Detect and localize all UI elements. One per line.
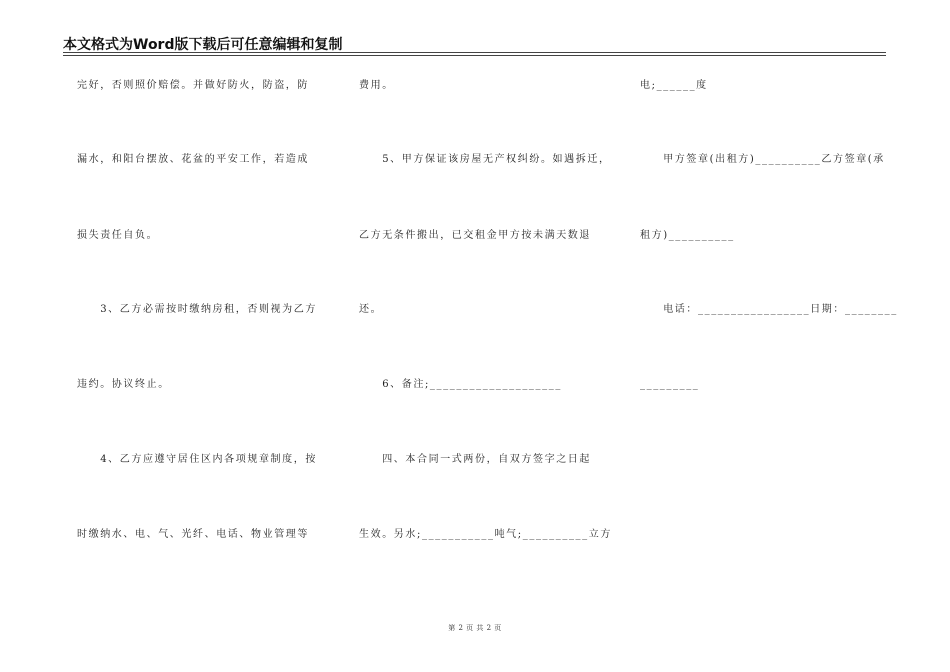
col3-line-4: 电话：_________________日期：________: [640, 304, 898, 315]
col2-line-6: 四、本合同一式两份，自双方签字之日起: [359, 454, 591, 465]
col2-line-7: 生效。另水;___________吨气;__________立方: [359, 529, 612, 540]
col1-line-4: 3、乙方必需按时缴纳房租，否则视为乙方: [77, 304, 317, 315]
col1-line-7: 时缴纳水、电、气、光纤、电话、物业管理等: [77, 529, 309, 540]
page-number-footer: 第 2 页 共 2 页: [448, 624, 502, 632]
col3-line-1: 电;______度: [640, 80, 708, 91]
header-rule-bottom: [63, 55, 886, 56]
col2-line-4: 还。: [359, 304, 383, 315]
col3-line-5: _________: [640, 379, 700, 390]
col2-line-3: 乙方无条件搬出，已交租金甲方按未满天数退: [359, 230, 591, 241]
col1-line-6: 4、乙方应遵守居住区内各项规章制度，按: [77, 454, 317, 465]
col2-line-1: 费用。: [359, 80, 394, 91]
col3-line-2: 甲方签章(出租方)__________乙方签章(承: [640, 154, 885, 165]
col1-line-3: 损失责任自负。: [77, 230, 159, 241]
col1-line-1: 完好，否则照价赔偿。并做好防火，防盗，防: [77, 80, 309, 91]
col3-line-3: 租方)__________: [640, 230, 735, 241]
col2-line-2: 5、甲方保证该房屋无产权纠纷。如遇拆迁，: [359, 154, 611, 165]
col1-line-2: 漏水，和阳台摆放、花盆的平安工作，若造成: [77, 154, 309, 165]
col1-line-5: 违约。协议终止。: [77, 379, 170, 390]
document-header-title: 本文格式为Word版下载后可任意编辑和复制: [63, 37, 343, 53]
header-rule-top: [63, 52, 886, 53]
col2-line-5: 6、备注;____________________: [359, 379, 562, 390]
